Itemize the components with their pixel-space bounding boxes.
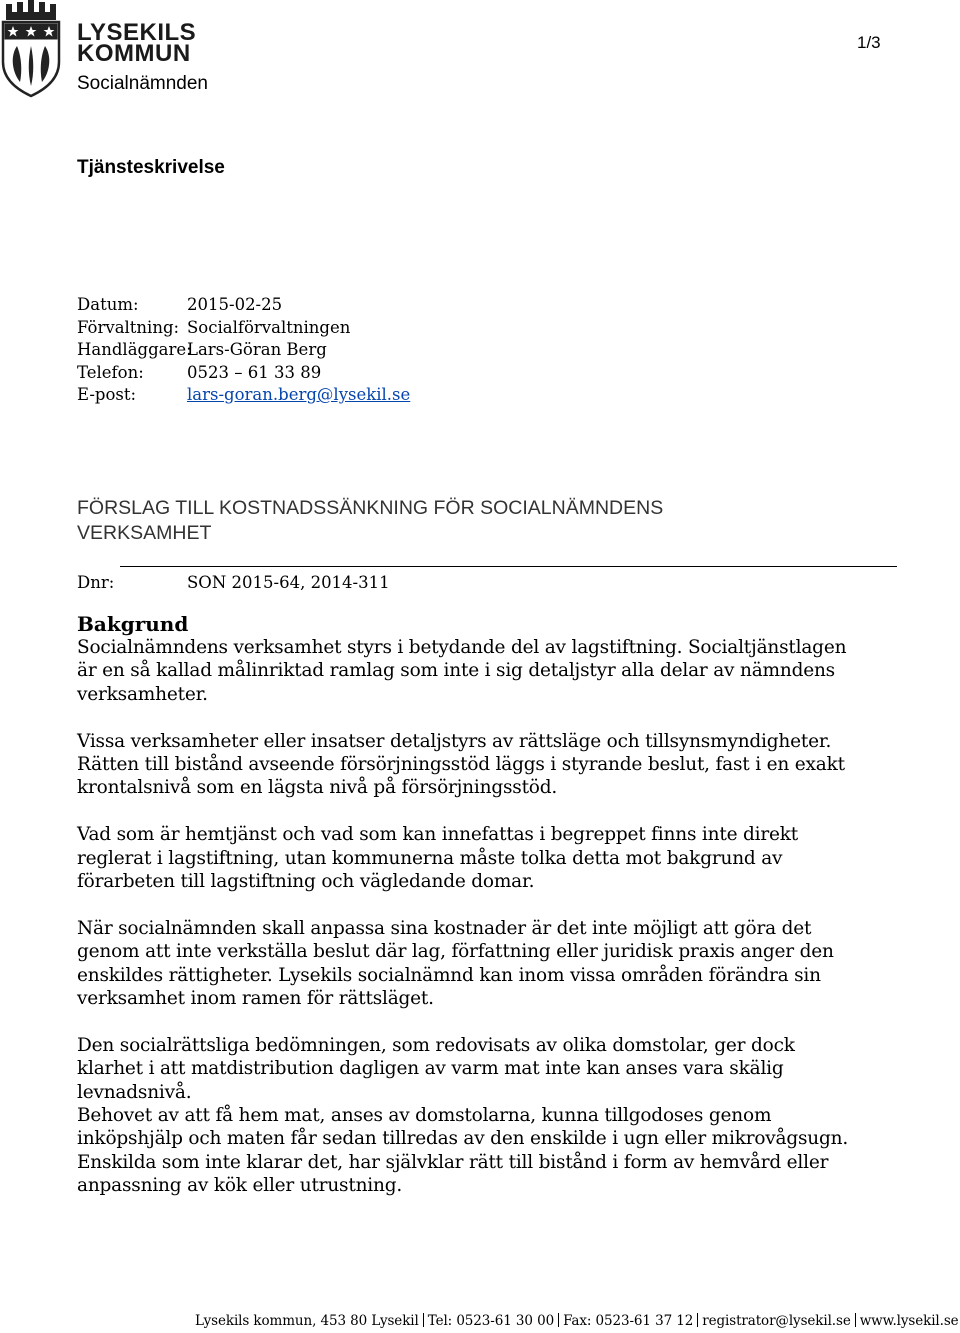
footer-email: registrator@lysekil.se [702, 1313, 851, 1329]
paragraph: Enskilda som inte klarar det, har självklar rätt till bistånd i form av hemvård eller anpassning av kök eller utrustning. [77, 1151, 829, 1197]
meta-value: Socialförvaltningen [187, 317, 351, 337]
paragraph: Behovet av att få hem mat, anses av domstolarna, kunna tillgodoses genom inköpshjälp och maten får sedan tillredas av den enskilde i ugn eller mikrovågsugn. [77, 1105, 849, 1150]
document-title [77, 496, 897, 546]
document-type: Tjänsteskrivelse [77, 157, 225, 178]
page-footer [195, 1313, 959, 1329]
title-line-1: FÖRSLAG TILL KOSTNADSSÄNKNING FÖR SOCIALNÄMNDENS [77, 497, 664, 519]
divider [120, 566, 897, 567]
paragraph: När socialnämnden skall anpassa sina kostnader är det inte möjligt att göra det genom att inte verkställa beslut där lag, författning eller juridisk praxis anger den enskildes rättigheter. Lysekils socialnämnd kan inom vissa områden förändra sin verksamhet inom ramen för rättsläget. [77, 917, 834, 1010]
footer-website: www.lysekil.se [859, 1313, 959, 1329]
footer-separator [855, 1313, 856, 1327]
title-line-2: VERKSAMHET [77, 522, 212, 544]
paragraph: Socialnämndens verksamhet styrs i betydande del av lagstiftning. Socialtjänstlagen är en så kallad målinriktad ramlag som inte i sig detaljstyr alla delar av nämndens verksamheter. [77, 637, 847, 705]
dnr-label: Dnr: [77, 573, 115, 592]
logo-line-2: KOMMUN [77, 40, 191, 67]
dnr-value: SON 2015-64, 2014-311 [187, 573, 390, 592]
page-number: 1/3 [857, 33, 881, 52]
paragraph: Vissa verksamheter eller insatser detaljstyrs av rättsläge och tillsynsmyndigheter. Rätten till bistånd avseende försörjningsstöd läggs i styrande beslut, fast i en exakt krontalsnivå som en lägsta nivå på försörjningsstöd. [77, 730, 845, 799]
logo-line-1: LYSEKILS [77, 19, 197, 46]
department-name: Socialnämnden [77, 73, 208, 94]
section-heading: Bakgrund [77, 612, 189, 636]
meta-value: Lars-Göran Berg [187, 340, 327, 359]
footer-phone: Tel: 0523-61 30 00 [427, 1313, 555, 1329]
diary-number [77, 572, 390, 594]
footer-separator [558, 1313, 559, 1327]
footer-separator [423, 1313, 424, 1327]
email-link[interactable]: lars-goran.berg@lysekil.se [187, 385, 411, 404]
footer-address: Lysekils kommun, 453 80 Lysekil [195, 1313, 419, 1329]
meta-label: Förvaltning: [77, 317, 180, 337]
meta-label: Datum: [77, 295, 139, 314]
meta-value: 2015-02-25 [187, 295, 283, 314]
coat-of-arms-icon [0, 0, 62, 100]
paragraph: Den socialrättsliga bedömningen, som redovisats av olika domstolar, ger dock klarhet i att matdistribution dagligen av varm mat inte kan anses vara skälig levnadsnivå. [77, 1034, 795, 1103]
body-text [77, 636, 857, 1198]
meta-value: 0523 – 61 33 89 [187, 362, 322, 382]
meta-label: E-post: [77, 385, 137, 404]
meta-label: Telefon: [77, 362, 144, 382]
footer-fax: Fax: 0523-61 37 12 [563, 1313, 694, 1329]
meta-label: Handläggare: [77, 340, 192, 359]
footer-separator [697, 1313, 698, 1327]
paragraph: Vad som är hemtjänst och vad som kan innefattas i begreppet finns inte direkt reglerat i lagstiftning, utan kommunerna måste tolka detta mot bakgrund av förarbeten till lagstiftning och vägledande domar. [77, 824, 799, 893]
logo-wordmark [77, 19, 197, 67]
